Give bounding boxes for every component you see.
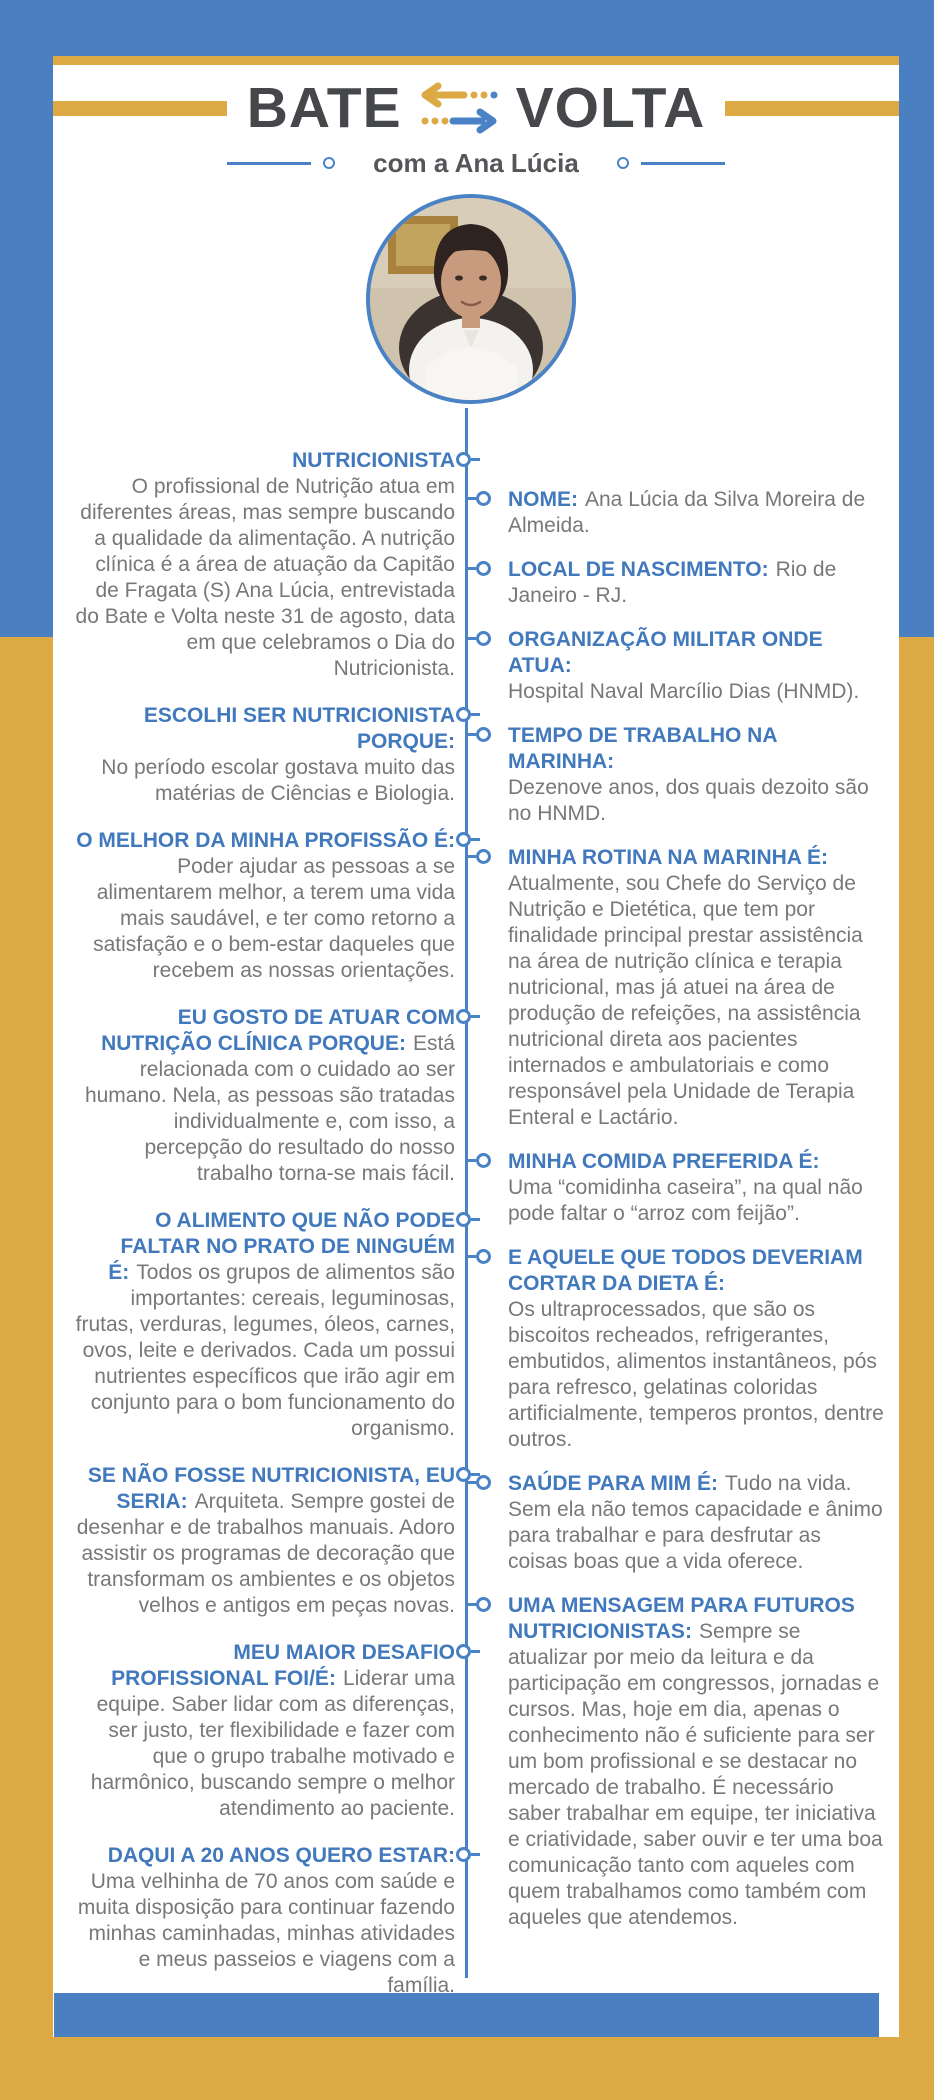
subtitle-row [53, 148, 899, 178]
qa-section-alimento [72, 1208, 455, 1442]
page-title-bate: BATE [246, 76, 402, 140]
section-title: SE NÃO FOSSE NUTRICIONISTA, EU SERIA: [87, 1464, 455, 1513]
subtitle-right-line [641, 162, 725, 165]
node-circle-icon [456, 452, 471, 467]
node-circle-icon [456, 1644, 471, 1659]
section-title: DAQUI A 20 ANOS QUERO ESTAR: [107, 1844, 455, 1867]
top-blue-band [0, 0, 934, 56]
node-tick [467, 637, 476, 640]
section-body: Atualmente, sou Chefe do Serviço de Nutrição e Dietética, que tem por finalidade principal prestar assistência na área de nutrição clínica e terapia nutricional, mas já atuei na área de produção de refeições, na assistência nutricional direta aos pacientes internados e ambulatoriais e como responsável pela Unidade de Terapia Enteral e Lactário. [508, 872, 863, 1129]
node-circle-icon [456, 1847, 471, 1862]
qa-section-cortar-da-dieta [508, 1245, 885, 1453]
node-tick [467, 1603, 476, 1606]
node-tick [471, 1218, 480, 1221]
section-body: Os ultraprocessados, que são os biscoitos recheados, refrigerantes, embutidos, alimentos instantâneos, pós para refresco, gelatinas coloridas artificialmente, temperos prontos, dentre outros. [508, 1298, 884, 1451]
node-circle-icon [476, 491, 491, 506]
subtitle-left-dot [323, 157, 335, 169]
node-tick [471, 1015, 480, 1018]
qa-section-local-nascimento [508, 557, 885, 609]
section-title: NUTRICIONISTA [292, 449, 455, 472]
section-title: TEMPO DE TRABALHO NA MARINHA: [508, 724, 777, 773]
qa-section-daqui-20-anos [72, 1843, 455, 1999]
node-tick [471, 838, 480, 841]
connector-node [467, 727, 491, 742]
section-title: MINHA COMIDA PREFERIDA É: [508, 1150, 820, 1173]
section-body: Uma velhinha de 70 anos com saúde e muita disposição para continuar fazendo minhas caminhadas, minhas atividades e meus passeios e viagens com a família. [77, 1870, 455, 1997]
node-tick [471, 713, 480, 716]
section-title: O ALIMENTO QUE NÃO PODE FALTAR NO PRATO DE NINGUÉM É: [108, 1209, 455, 1284]
interviewee-portrait-photo [370, 198, 572, 400]
section-title: ORGANIZAÇÃO MILITAR ONDE ATUA: [508, 628, 823, 677]
bate-volta-double-arrow-icon [420, 82, 498, 134]
connector-node [467, 631, 491, 646]
node-circle-icon [456, 707, 471, 722]
qa-section-nutricionista [72, 448, 455, 682]
connector-node [456, 1644, 480, 1659]
section-title: NOME: [508, 488, 578, 511]
section-title: LOCAL DE NASCIMENTO: [508, 558, 769, 581]
node-tick [467, 497, 476, 500]
section-body: No período escolar gostava muito das matérias de Ciências e Biologia. [101, 756, 455, 805]
node-circle-icon [476, 1249, 491, 1264]
section-body: Uma “comidinha caseira”, na qual não pode faltar o “arroz com feijão”. [508, 1176, 863, 1225]
connector-node [467, 1475, 491, 1490]
connector-node [467, 1249, 491, 1264]
qa-section-organizacao-militar [508, 627, 885, 705]
node-circle-icon [476, 1475, 491, 1490]
qa-section-nome [508, 487, 885, 539]
node-tick [471, 1853, 480, 1856]
node-circle-icon [476, 1597, 491, 1612]
section-body: Tudo na vida. Sem ela não temos capacidade e ânimo para trabalhar e para desfrutar as coisas boas que a vida oferece. [508, 1472, 883, 1573]
section-title: MINHA ROTINA NA MARINHA É: [508, 846, 829, 869]
node-circle-icon [456, 1009, 471, 1024]
section-title: EU GOSTO DE ATUAR COM NUTRIÇÃO CLÍNICA PORQUE: [101, 1006, 455, 1055]
connector-node [467, 849, 491, 864]
qa-section-saude [508, 1471, 885, 1575]
section-body: Todos os grupos de alimentos são importantes: cereais, leguminosas, frutas, verduras, legumes, óleos, carnes, ovos, leite e derivados. Cada um possui nutrientes específicos que irão agir em conjunto para o bom funcionamento do organismo. [75, 1261, 455, 1440]
node-circle-icon [456, 1212, 471, 1227]
node-tick [467, 1481, 476, 1484]
node-tick [467, 1159, 476, 1162]
node-circle-icon [476, 561, 491, 576]
subtitle-right-dot [617, 157, 629, 169]
section-title: UMA MENSAGEM PARA FUTUROS NUTRICIONISTAS: [508, 1594, 855, 1643]
node-tick [467, 733, 476, 736]
connector-node [467, 561, 491, 576]
connector-node [456, 1009, 480, 1024]
section-title: MEU MAIOR DESAFIO PROFISSIONAL FOI/É: [111, 1641, 455, 1690]
title-right-yellow-bar [725, 101, 899, 116]
section-body: Hospital Naval Marcílio Dias (HNMD). [508, 680, 860, 703]
qa-section-rotina-marinha [508, 845, 885, 1131]
node-tick [467, 1255, 476, 1258]
page-subtitle: com a Ana Lúcia [373, 148, 579, 178]
header [53, 76, 899, 140]
section-body: Liderar uma equipe. Saber lidar com as diferenças, ser justo, ter flexibilidade e fazer com que o grupo trabalhe motivado e harmônico, buscando sempre o melhor atendimento ao paciente. [90, 1667, 455, 1820]
footer-yellow-band [0, 2037, 934, 2100]
section-title: O MELHOR DA MINHA PROFISSÃO É: [76, 829, 455, 852]
node-tick [467, 567, 476, 570]
connector-node [456, 1847, 480, 1862]
node-circle-icon [456, 832, 471, 847]
left-column [72, 448, 455, 2020]
right-border-blue [899, 0, 934, 637]
connector-node [456, 1212, 480, 1227]
qa-section-mensagem-futuros [508, 1593, 885, 1931]
section-body: Está relacionada com o cuidado ao ser humano. Nela, as pessoas são tratadas individualmente e, com isso, a percepção do resultado do nosso trabalho torna-se mais fácil. [84, 1032, 455, 1185]
section-body: Dezenove anos, dos quais dezoito são no HNMD. [508, 776, 869, 825]
node-circle-icon [476, 727, 491, 742]
connector-node [467, 1597, 491, 1612]
node-circle-icon [476, 849, 491, 864]
left-border-blue [0, 0, 53, 637]
qa-section-escolhi [72, 703, 455, 807]
interviewee-photo [366, 194, 576, 404]
node-circle-icon [476, 631, 491, 646]
right-column [508, 487, 885, 1949]
connector-node [467, 491, 491, 506]
qa-section-nutricao-clinica [72, 1005, 455, 1187]
left-border-yellow [0, 637, 53, 2100]
section-body: Ana Lúcia da Silva Moreira de Almeida. [508, 488, 866, 537]
node-tick [471, 458, 480, 461]
node-tick [471, 1650, 480, 1653]
section-body: Poder ajudar as pessoas a se alimentarem melhor, a terem uma vida mais saudável, e ter como retorno a satisfação e o bem-estar daqueles que recebem as nossas orientações. [93, 855, 455, 982]
section-title: ESCOLHI SER NUTRICIONISTA PORQUE: [143, 704, 455, 753]
right-border-yellow [899, 637, 934, 2100]
header-thin-yellow-rule [53, 56, 899, 65]
qa-section-se-nao-fosse [72, 1463, 455, 1619]
node-circle-icon [476, 1153, 491, 1168]
section-title: SAÚDE PARA MIM É: [508, 1472, 718, 1495]
title-left-yellow-bar [53, 101, 227, 116]
section-body: Arquiteta. Sempre gostei de desenhar e de trabalhos manuais. Adoro assistir os programas de decoração que transformam os ambientes e os objetos velhos e antigos em peças novas. [76, 1490, 455, 1617]
connector-node [456, 452, 480, 467]
qa-section-melhor-profissao [72, 828, 455, 984]
subtitle-left-line [227, 162, 311, 165]
qa-section-comida-preferida [508, 1149, 885, 1227]
section-body: Rio de Janeiro - RJ. [508, 558, 837, 607]
section-body: O profissional de Nutrição atua em diferentes áreas, mas sempre buscando a qualidade da alimentação. A nutrição clínica é a área de atuação da Capitão de Fragata (S) Ana Lúcia, entrevistada do Bate e Volta neste 31 de agosto, data em que celebramos o Dia do Nutricionista. [75, 475, 455, 680]
qa-section-tempo-marinha [508, 723, 885, 827]
section-title: E AQUELE QUE TODOS DEVERIAM CORTAR DA DIETA É: [508, 1246, 863, 1295]
qa-section-desafio [72, 1640, 455, 1822]
connector-node [456, 832, 480, 847]
connector-node [467, 1153, 491, 1168]
page-title-volta: VOLTA [515, 76, 706, 140]
section-body: Sempre se atualizar por meio da leitura e da participação em congressos, jornadas e cursos. Mas, hoje em dia, apenas o conhecimento não é suficiente para ser um bom profissional e se destacar no mercado de trabalho. É necessário saber trabalhar em equipe, ter iniciativa e criatividade, saber ouvir e ter uma boa comunicação tanto com aqueles com quem trabalhamos como também com aqueles que atendemos. [508, 1620, 883, 1929]
node-tick [467, 855, 476, 858]
connector-node [456, 707, 480, 722]
